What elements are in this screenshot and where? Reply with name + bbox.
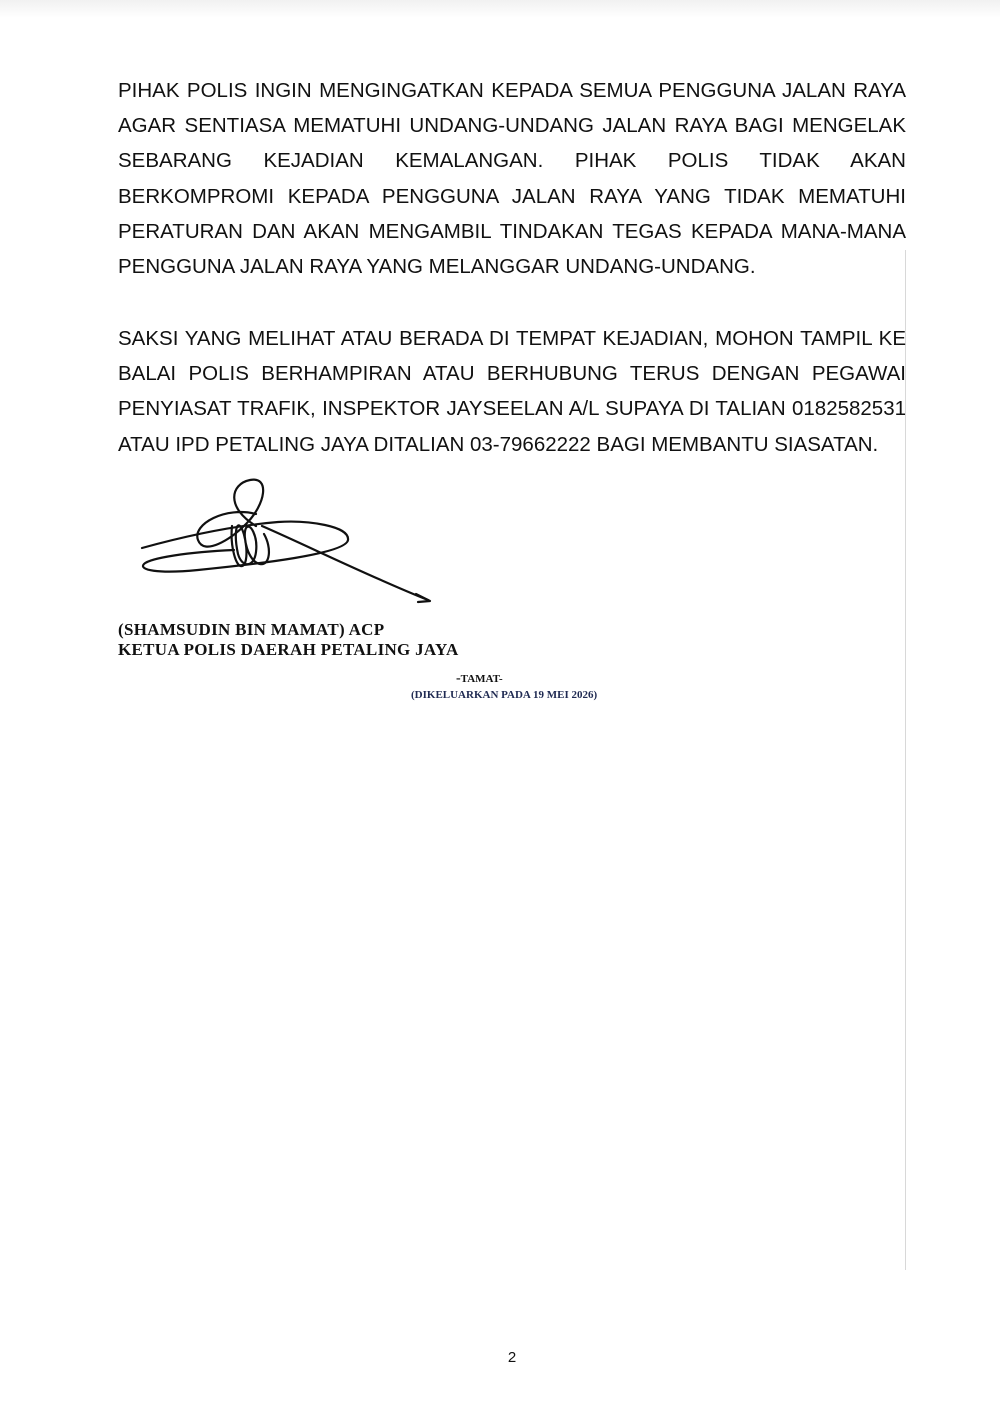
signer-name: (SHAMSUDIN BIN MAMAT) ACP (118, 620, 385, 639)
end-marker-text: TAMAT- (460, 673, 503, 685)
end-marker: -TAMAT- (456, 671, 503, 686)
issued-date-note: (DIKELUARKAN PADA 19 MEI 2026) (411, 689, 598, 701)
scan-top-shadow (0, 0, 1000, 18)
body-paragraph-warning: PIHAK POLIS INGIN MENGINGATKAN KEPADA SEMUA PENGGUNA JALAN RAYA AGAR SENTIASA MEMATUHI UNDANG-UNDANG JALAN RAYA BAGI MENGELAK SEBARANG KEJADIAN KEMALANGAN. PIHAK POLIS TIDAK AKAN BERKOMPROMI KEPADA PENGGUNA JALAN RAYA YANG TIDAK MEMATUHI PERATURAN DAN AKAN MENGAMBIL TINDAKAN TEGAS KEPADA MANA-MANA PENGGUNA JALAN RAYA YANG MELANGGAR UNDANG-UNDANG. (118, 79, 906, 279)
signer-title: KETUA POLIS DAERAH PETALING JAYA (118, 640, 459, 659)
page-number: 2 (507, 1349, 517, 1366)
handwritten-signature (138, 476, 438, 606)
body-paragraph-witness-appeal: SAKSI YANG MELIHAT ATAU BERADA DI TEMPAT KEJADIAN, MOHON TAMPIL KE BALAI POLIS BERHAMPIRAN ATAU BERHUBUNG TERUS DENGAN PEGAWAI PENYIASAT TRAFIK, INSPEKTOR JAYSEELAN A/L SUPAYA DI TALIAN 0182582531 ATAU IPD PETALING JAYA DITALIAN 03-79662222 BAGI MEMBANTU SIASATAN. (118, 327, 906, 456)
